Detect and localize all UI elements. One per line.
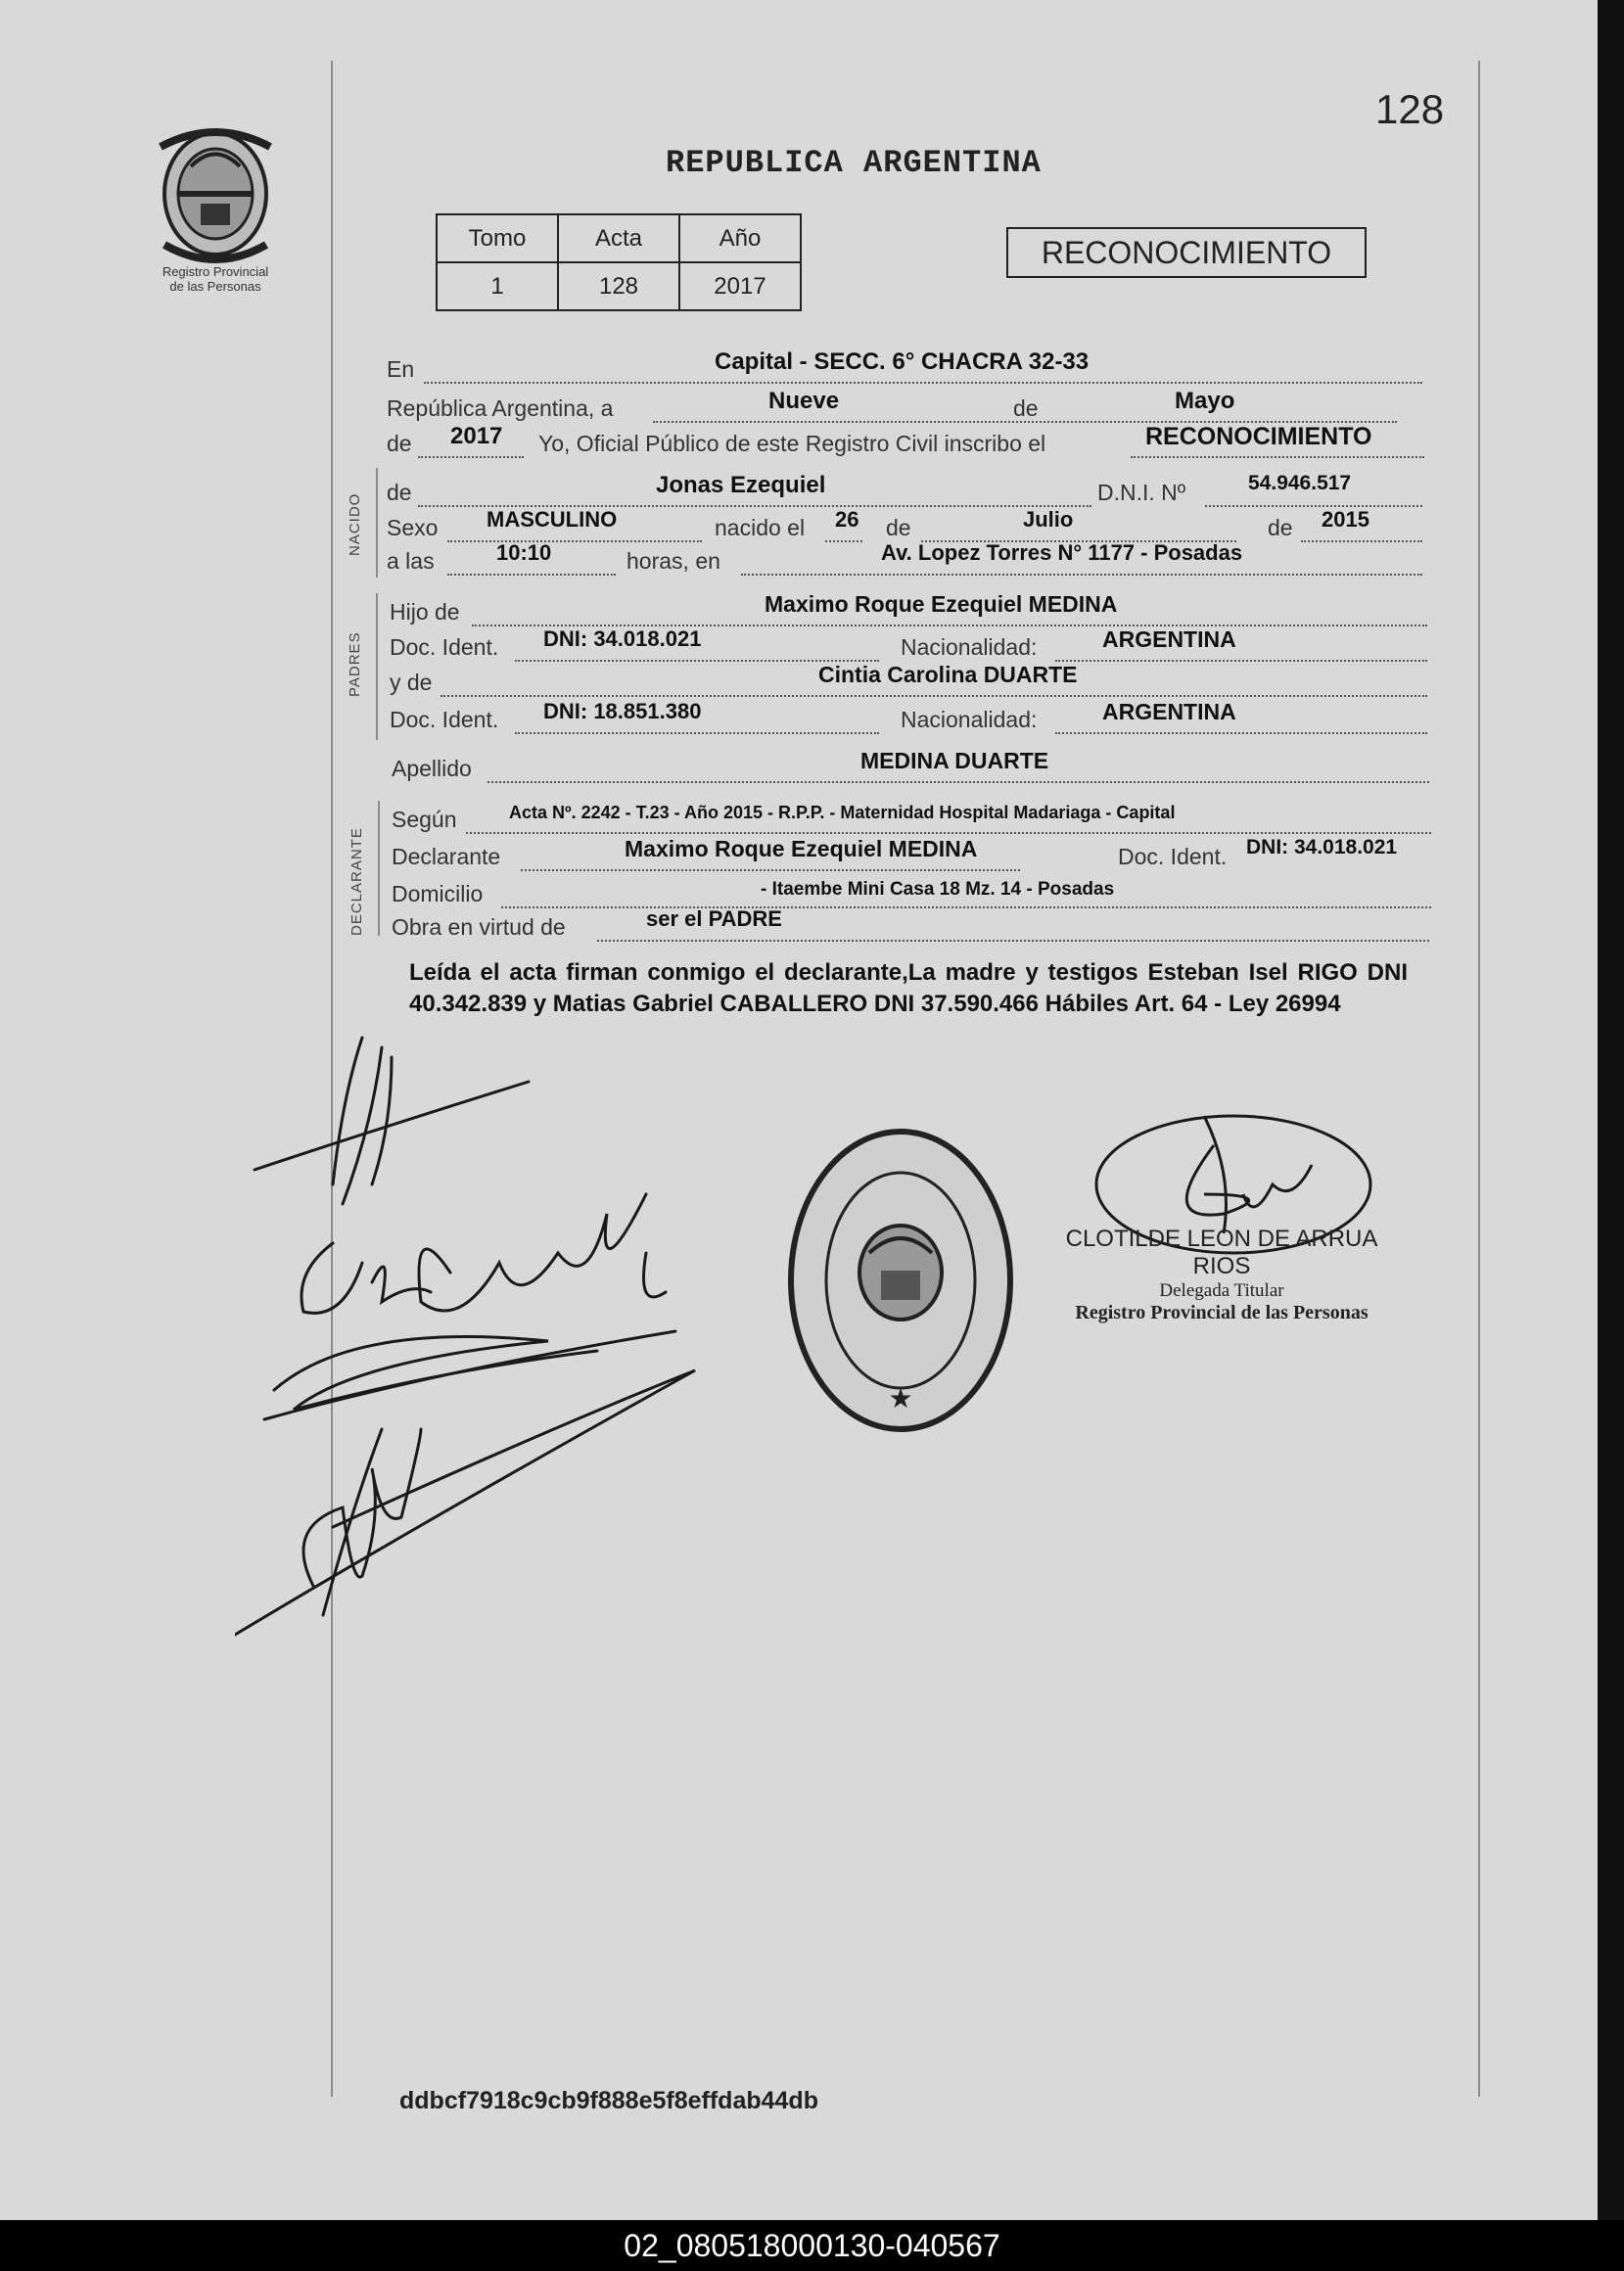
handwritten-signatures xyxy=(235,1018,861,1645)
label-son-of: Hijo de xyxy=(390,599,460,625)
row-address xyxy=(392,881,1431,914)
side-label-parents: PADRES xyxy=(347,631,363,697)
footer-id: 02_080518000130-040567 xyxy=(0,2220,1624,2271)
label-surname: Apellido xyxy=(392,756,472,781)
row-acts xyxy=(392,906,1431,948)
official-name: CLOTILDE LEON DE ARRUA RIOS xyxy=(1065,1226,1378,1279)
dotted-line xyxy=(501,906,1431,908)
value-doc1: DNI: 34.018.021 xyxy=(543,626,702,651)
section-bracket-born xyxy=(376,468,378,578)
label-doc1: Doc. Ident. xyxy=(390,634,499,660)
value-child-name: Jonas Ezequiel xyxy=(656,472,826,498)
dotted-line xyxy=(1055,660,1427,662)
right-margin-line xyxy=(1478,61,1480,2097)
row-declarant xyxy=(392,836,1431,877)
value-born-day: 26 xyxy=(835,507,859,532)
official-title: Delegada Titular xyxy=(1159,1280,1284,1301)
value-born-year: 2015 xyxy=(1322,507,1369,532)
value-day: Nueve xyxy=(768,388,840,414)
section-bracket-declarant xyxy=(378,801,380,936)
dotted-line xyxy=(1301,540,1422,542)
official-seal-icon xyxy=(783,1124,1018,1437)
value-nat1: ARGENTINA xyxy=(1102,626,1236,652)
value-dni: 54.946.517 xyxy=(1248,472,1352,494)
value-father-name: Maximo Roque Ezequiel MEDINA xyxy=(765,591,1118,617)
dotted-line xyxy=(515,732,879,734)
value-year: 2017 xyxy=(450,423,503,449)
side-label-born: NACIDO xyxy=(347,492,363,556)
row-inscription xyxy=(387,423,1424,464)
label-born: nacido el xyxy=(715,515,806,540)
dotted-line xyxy=(447,540,702,542)
official-office: Registro Provincial de las Personas xyxy=(1075,1302,1369,1323)
label-en: En xyxy=(387,356,415,382)
dotted-line xyxy=(1131,456,1424,458)
row-time-place xyxy=(387,540,1424,581)
value-born-month: Julio xyxy=(1023,507,1074,532)
official-signatory xyxy=(1045,1226,1398,1324)
label-declarant: Declarante xyxy=(392,844,501,869)
ref-header-acta: Acta xyxy=(558,214,679,262)
row-mother xyxy=(390,662,1429,703)
reference-header-row xyxy=(437,214,801,262)
value-declarant: Maximo Roque Ezequiel MEDINA xyxy=(625,836,978,861)
record-type-box: RECONOCIMIENTO xyxy=(1006,227,1367,278)
value-time: 10:10 xyxy=(496,540,552,565)
label-republica: República Argentina, a xyxy=(387,395,614,421)
ref-value-anio: 2017 xyxy=(679,262,801,310)
value-mother-name: Cintia Carolina DUARTE xyxy=(818,662,1078,687)
value-month: Mayo xyxy=(1175,388,1235,414)
value-sex: MASCULINO xyxy=(487,507,618,532)
label-nat2: Nacionalidad: xyxy=(901,707,1038,732)
dotted-line xyxy=(447,574,616,576)
row-surname xyxy=(392,748,1431,789)
label-doc2: Doc. Ident. xyxy=(390,707,499,732)
document-hash: ddbcf7918c9cb9f888e5f8effdab44db xyxy=(399,2087,818,2114)
value-inscribo: RECONOCIMIENTO xyxy=(1145,423,1372,450)
dotted-line xyxy=(487,781,1429,783)
ref-header-tomo: Tomo xyxy=(437,214,558,262)
label-de-child: de xyxy=(387,480,412,505)
label-nat1: Nacionalidad: xyxy=(901,634,1038,660)
value-place: Av. Lopez Torres N° 1177 - Posadas xyxy=(881,540,1243,565)
scan-edge xyxy=(1598,0,1624,2220)
label-born-de2: de xyxy=(1268,515,1293,540)
value-decl-doc: DNI: 34.018.021 xyxy=(1246,836,1398,858)
provincial-crest-icon xyxy=(147,117,284,264)
label-decl-doc: Doc. Ident. xyxy=(1118,844,1228,869)
label-born-de1: de xyxy=(886,515,911,540)
crest-caption-line1: Registro Provincial xyxy=(162,264,269,279)
value-location: Capital - SECC. 6° CHACRA 32-33 xyxy=(715,348,1090,375)
value-address: - Itaembe Mini Casa 18 Mz. 14 - Posadas xyxy=(761,879,1115,900)
ref-header-anio: Año xyxy=(679,214,801,262)
page-number: 128 xyxy=(1375,86,1445,132)
dotted-line xyxy=(1205,505,1422,507)
dotted-line xyxy=(441,695,1427,697)
dotted-line xyxy=(741,574,1422,576)
label-hours: horas, en xyxy=(626,548,720,574)
dotted-line xyxy=(424,382,1422,384)
label-dni: D.N.I. Nº xyxy=(1097,480,1186,505)
label-at: a las xyxy=(387,548,435,574)
label-sex: Sexo xyxy=(387,515,439,540)
label-and-of: y de xyxy=(390,670,433,695)
value-acts: ser el PADRE xyxy=(646,906,782,931)
crest-caption xyxy=(127,264,303,294)
reference-table xyxy=(436,213,802,311)
value-per: Acta Nº. 2242 - T.23 - Año 2015 - R.P.P. - Maternidad Hospital Madariaga - Capital xyxy=(509,803,1176,822)
dotted-line xyxy=(521,869,1020,871)
dotted-line xyxy=(825,540,862,542)
reference-value-row xyxy=(437,262,801,310)
value-nat2: ARGENTINA xyxy=(1102,699,1236,724)
label-acts: Obra en virtud de xyxy=(392,914,566,940)
document-title: REPUBLICA ARGENTINA xyxy=(666,145,1042,181)
dotted-line xyxy=(466,832,1431,834)
label-address: Domicilio xyxy=(392,881,484,906)
svg-text:★: ★ xyxy=(888,1382,913,1414)
ref-value-tomo: 1 xyxy=(437,262,558,310)
closing-note: Leída el acta firman conmigo el declarante,La madre y testigos Esteban Isel RIGO DNI 40.342.839 y Matias Gabriel CABALLERO DNI 37.590.466 Hábiles Art. 64 - Ley 26994 xyxy=(409,959,1408,1017)
section-bracket-parents xyxy=(376,593,378,740)
label-per: Según xyxy=(392,807,457,832)
side-label-declarant: DECLARANTE xyxy=(348,827,365,936)
dotted-line xyxy=(1055,732,1427,734)
label-de: de xyxy=(1013,395,1039,421)
ref-value-acta: 128 xyxy=(558,262,679,310)
dotted-line xyxy=(418,456,524,458)
label-de-year: de xyxy=(387,431,412,456)
label-inscribo: Yo, Oficial Público de este Registro Civil inscribo el xyxy=(538,431,1046,456)
value-surname: MEDINA DUARTE xyxy=(860,748,1049,773)
value-doc2: DNI: 18.851.380 xyxy=(543,699,702,723)
row-mother-doc xyxy=(390,699,1429,740)
crest-caption-line2: de las Personas xyxy=(169,279,261,294)
row-location xyxy=(387,348,1424,390)
dotted-line xyxy=(597,940,1429,942)
row-per xyxy=(392,803,1431,840)
